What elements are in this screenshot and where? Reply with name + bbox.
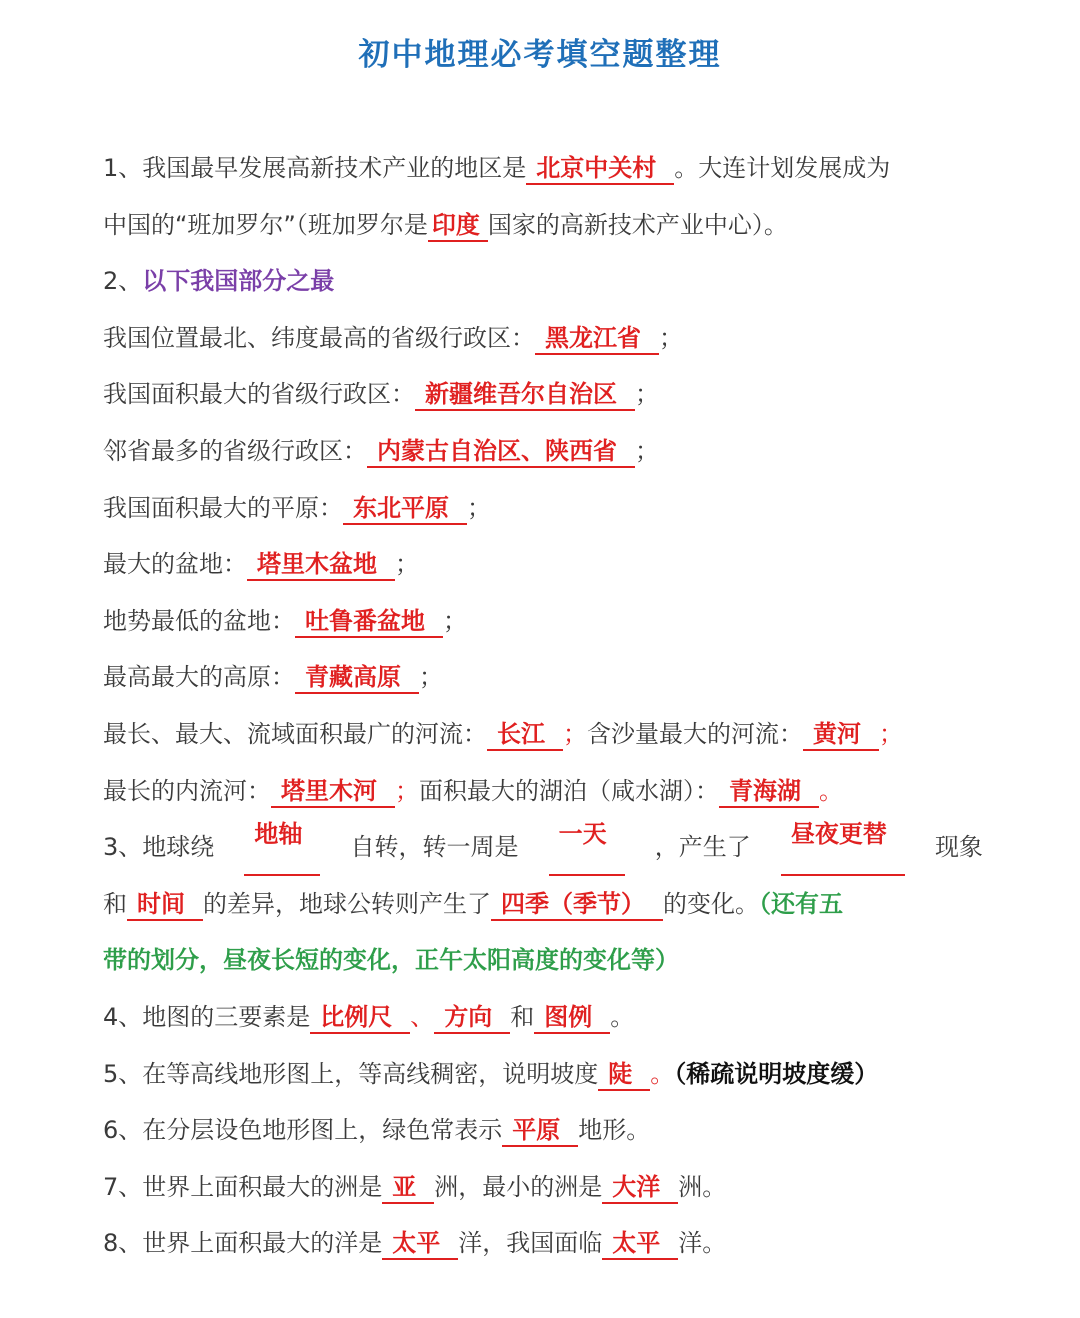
answer-blank: 吐鲁番盆地 [295, 606, 443, 638]
answer-blank: 图例 [534, 1002, 610, 1034]
answer-blank: 塔里木河 [271, 776, 395, 808]
answer-blank: 印度 [428, 210, 488, 242]
answer-blank: 青藏高原 [295, 662, 419, 694]
superlative-river: 最长、最大、流域面积最广的河流： 长江 ；含沙量最大的河流： 黄河 ； [103, 706, 983, 763]
answer-blank: 长江 [487, 719, 563, 751]
superlative-item: 地势最低的盆地： 吐鲁番盆地 ； [103, 593, 983, 650]
question-3-line-1: 3、地球绕 地轴 自转，转一周是 一天 ，产生了 昼夜更替 现象 [103, 819, 983, 876]
answer-blank: 塔里木盆地 [247, 549, 395, 581]
answer-blank: 大洋 [602, 1172, 678, 1204]
answer-blank: 陡 [598, 1059, 650, 1091]
page-title: 初中地理必考填空题整理 [358, 37, 722, 73]
question-list [103, 140, 983, 1272]
answer-blank: 比例尺 [310, 1002, 410, 1034]
superlative-item: 最大的盆地： 塔里木盆地 ； [103, 536, 983, 593]
question-5: 5、在等高线地形图上，等高线稠密，说明坡度 陡 。（稀疏说明坡度缓） [103, 1046, 983, 1103]
answer-blank: 太平 [382, 1228, 458, 1260]
answer-blank: 北京中关村 [526, 153, 674, 185]
question-3-line-2: 和 时间 的差异，地球公转则产生了 四季（季节） 的变化。（还有五 [103, 876, 983, 933]
question-2-heading: 2、以下我国部分之最 [103, 267, 335, 296]
superlative-lake: 最长的内流河： 塔里木河 ；面积最大的湖泊（咸水湖）： 青海湖 。 [103, 763, 983, 820]
answer-blank: 平原 [502, 1115, 578, 1147]
answer-blank: 方向 [434, 1002, 510, 1034]
answer-blank: 东北平原 [343, 493, 467, 525]
answer-blank: 地轴 [244, 819, 320, 876]
answer-blank: 昼夜更替 [781, 819, 905, 876]
question-7: 7、世界上面积最大的洲是 亚 洲，最小的洲是 大洋 洲。 [103, 1159, 983, 1216]
answer-blank: 黑龙江省 [535, 323, 659, 355]
answer-blank: 亚 [382, 1172, 434, 1204]
superlative-item: 邻省最多的省级行政区： 内蒙古自治区、陕西省 ； [103, 423, 983, 480]
answer-blank: 新疆维吾尔自治区 [415, 379, 635, 411]
question-8: 8、世界上面积最大的洋是 太平 洋，我国面临 太平 洋。 [103, 1215, 983, 1272]
answer-blank: 内蒙古自治区、陕西省 [367, 436, 635, 468]
answer-blank: 太平 [602, 1228, 678, 1260]
answer-blank: 时间 [127, 889, 203, 921]
question-1-line-1: 1、我国最早发展高新技术产业的地区是 北京中关村 。大连计划发展成为 [103, 140, 983, 197]
question-3-line-3: 带的划分，昼夜长短的变化，正午太阳高度的变化等） [103, 946, 679, 975]
answer-blank: 黄河 [803, 719, 879, 751]
answer-blank: 四季（季节） [491, 889, 663, 921]
superlative-item: 最高最大的高原： 青藏高原 ； [103, 649, 983, 706]
question-6: 6、在分层设色地形图上，绿色常表示 平原 地形。 [103, 1102, 983, 1159]
question-4: 4、地图的三要素是 比例尺 、 方向 和 图例 。 [103, 989, 983, 1046]
answer-blank: 一天 [549, 819, 625, 876]
superlative-item: 我国面积最大的省级行政区： 新疆维吾尔自治区 ； [103, 366, 983, 423]
question-1-line-2: 中国的“班加罗尔”（班加罗尔是 印度 国家的高新技术产业中心）。 [103, 197, 983, 254]
superlative-item: 我国位置最北、纬度最高的省级行政区： 黑龙江省 ； [103, 310, 983, 367]
answer-blank: 青海湖 [719, 776, 819, 808]
superlative-item: 我国面积最大的平原： 东北平原 ； [103, 480, 983, 537]
